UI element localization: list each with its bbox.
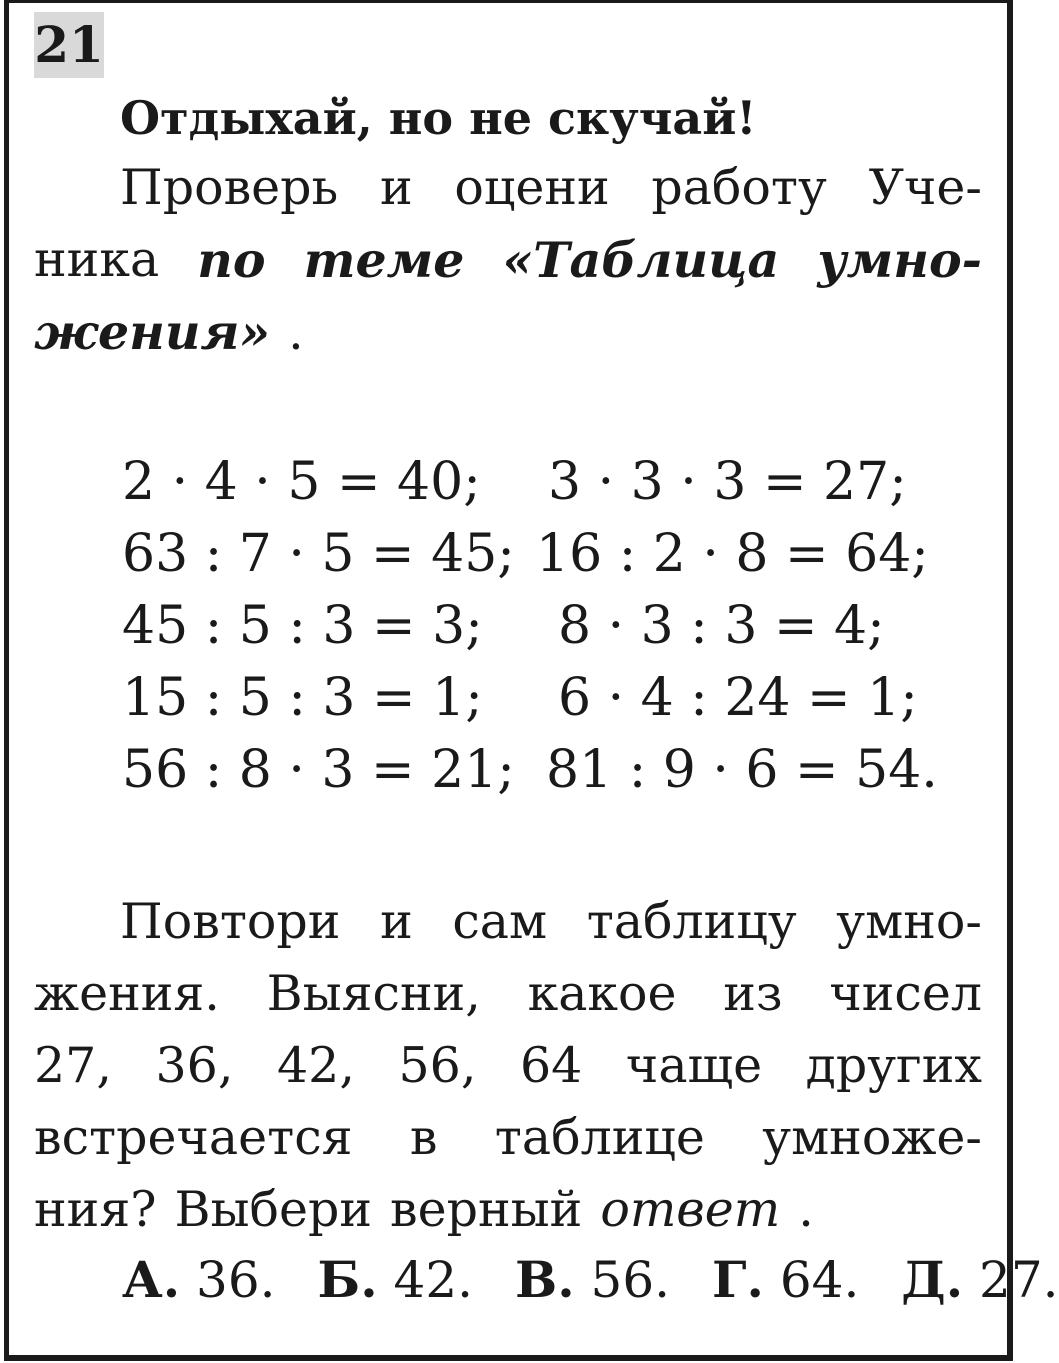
task2-word: и	[380, 893, 413, 950]
answer-letter: Д.	[901, 1250, 964, 1309]
intro-period: .	[288, 304, 304, 361]
task2-number: 56,	[398, 1037, 477, 1094]
answer-value: 64.	[779, 1251, 860, 1309]
task2-word: какое	[527, 965, 677, 1022]
task2-word: ния?	[34, 1181, 157, 1238]
expression-right-5: 81 : 9 · 6 = 54.	[546, 740, 938, 800]
task2-line-2	[34, 958, 982, 1030]
intro-paragraph	[34, 152, 982, 368]
intro-line-3	[34, 296, 982, 368]
answer-letter: А.	[122, 1250, 181, 1309]
expression-right-4: 6 · 4 : 24 = 1;	[558, 668, 918, 728]
intro-line-1	[34, 152, 982, 224]
expression-left-5: 56 : 8 · 3 = 21;	[122, 740, 515, 800]
answer-letter: Б.	[317, 1250, 378, 1309]
task2-word: сам	[452, 893, 548, 950]
task2-word: в	[409, 1109, 438, 1166]
task2-word: таблице	[494, 1109, 705, 1166]
intro-topic-word: по	[197, 231, 266, 289]
task2-paragraph	[34, 886, 982, 1246]
answer-value: 42.	[393, 1251, 474, 1309]
task2-line-3	[34, 1030, 982, 1102]
answer-option-b	[317, 1251, 473, 1309]
expression-left-1: 2 · 4 · 5 = 40;	[122, 452, 481, 512]
answer-option-d	[901, 1251, 1058, 1309]
task2-number: 36,	[155, 1037, 234, 1094]
expression-right-1: 3 · 3 · 3 = 27;	[548, 452, 907, 512]
intro-word: Уче-	[868, 159, 982, 216]
task2-line-4	[34, 1102, 982, 1174]
task2-period: .	[798, 1181, 814, 1238]
answer-options	[122, 1244, 1059, 1316]
task2-word: из	[723, 965, 783, 1022]
task2-number: 64	[520, 1037, 583, 1094]
task2-word: других	[805, 1037, 982, 1094]
task2-word: чаще	[625, 1037, 763, 1094]
task2-word: Выбери	[174, 1181, 373, 1238]
intro-topic-word: умно-	[817, 231, 982, 289]
intro-word: ника	[34, 231, 160, 288]
task2-word: умноже-	[762, 1109, 982, 1166]
expression-left-3: 45 : 5 : 3 = 3;	[122, 596, 483, 656]
answer-option-a	[122, 1251, 276, 1309]
intro-word: Проверь	[120, 159, 339, 216]
answer-option-v	[515, 1251, 670, 1309]
task2-number: 42,	[277, 1037, 355, 1094]
expression-left-2: 63 : 7 · 5 = 45;	[122, 524, 515, 584]
expression-left-4: 15 : 5 : 3 = 1;	[122, 668, 483, 728]
intro-topic-word: теме	[303, 231, 465, 289]
task2-answer-word: ответ	[600, 1181, 781, 1238]
intro-topic-word: жения»	[34, 303, 271, 361]
task2-word: верный	[390, 1181, 583, 1238]
expression-right-3: 8 · 3 : 3 = 4;	[558, 596, 885, 656]
task2-number: 27,	[34, 1037, 112, 1094]
intro-line-2	[34, 224, 982, 296]
answer-value: 27.	[979, 1251, 1059, 1309]
answer-letter: Г.	[711, 1250, 764, 1309]
intro-word: оцени	[454, 159, 610, 216]
expression-right-2: 16 : 2 · 8 = 64;	[536, 524, 929, 584]
intro-topic-word: «Таблица	[502, 231, 780, 289]
answer-letter: В.	[514, 1250, 575, 1309]
task-title: Отдыхай, но не скучай!	[120, 91, 757, 145]
intro-word: и	[379, 159, 413, 216]
task2-word: умно-	[836, 893, 982, 950]
task2-word: жения.	[34, 965, 220, 1022]
task2-word: таблицу	[586, 893, 797, 950]
task2-line-1	[34, 886, 982, 958]
intro-word: работу	[651, 159, 827, 216]
task-number-badge: 21	[34, 12, 104, 78]
task2-word: встречается	[34, 1109, 353, 1166]
task2-word: Повтори	[120, 893, 341, 950]
task2-word: Выясни,	[266, 965, 481, 1022]
answer-value: 56.	[590, 1251, 671, 1309]
task2-word: чисел	[829, 965, 982, 1022]
answer-value: 36.	[196, 1251, 276, 1309]
answer-option-g	[712, 1251, 859, 1309]
task2-line-5	[34, 1174, 982, 1246]
